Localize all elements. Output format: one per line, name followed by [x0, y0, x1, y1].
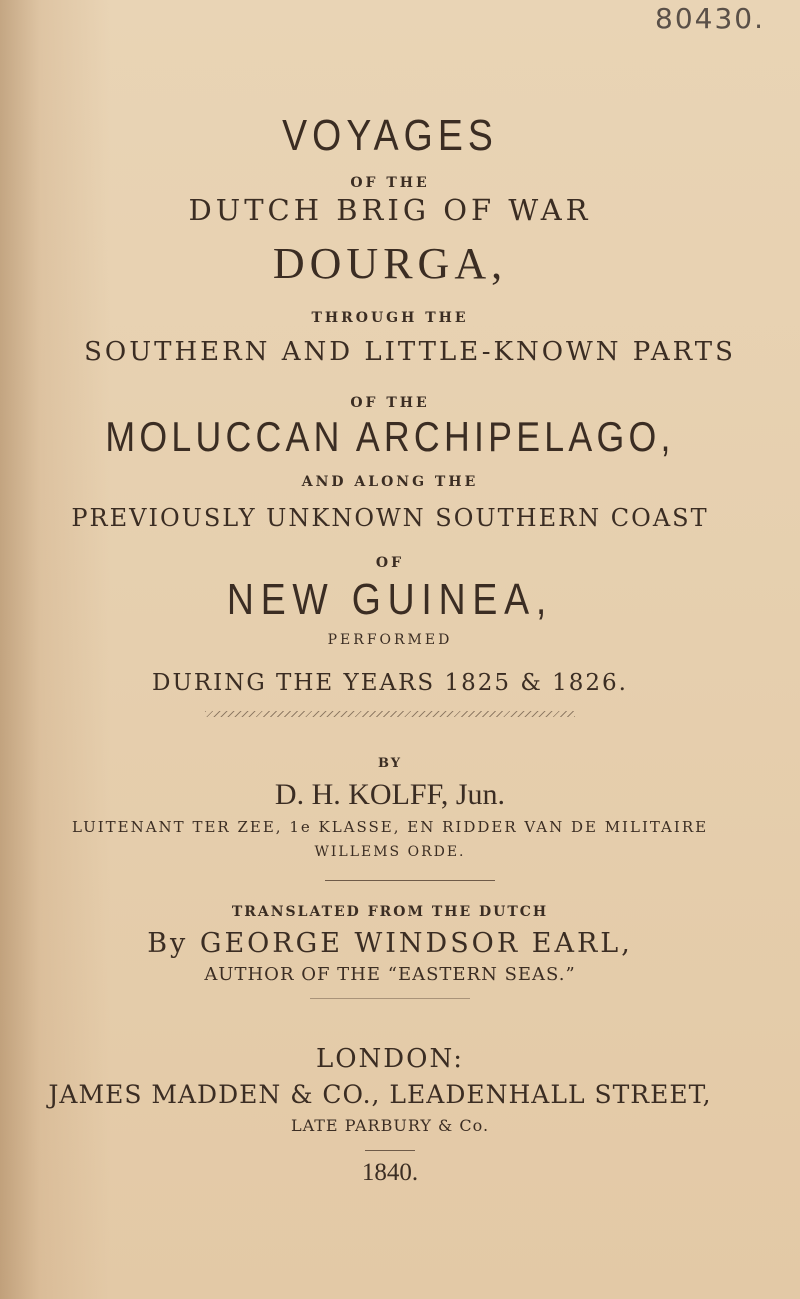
- title-dutch-brig: DUTCH BRIG OF WAR: [188, 193, 592, 227]
- imprint-late: LATE PARBURY & Co.: [290, 1116, 490, 1135]
- translator-name: By GEORGE WINDSOR EARL,: [147, 928, 633, 959]
- title-of-the: OF THE: [350, 175, 430, 191]
- title-new-guinea: NEW GUINEA,: [226, 575, 554, 624]
- divider-rule-2: [310, 998, 470, 999]
- title-moluccan: MOLUCCAN ARCHIPELAGO,: [105, 413, 675, 460]
- author-order: WILLEMS ORDE.: [314, 844, 466, 860]
- imprint-city: LONDON:: [315, 1044, 465, 1074]
- handwritten-shelfmark: 80430.: [655, 2, 765, 35]
- divider-rule-3: [365, 1150, 415, 1151]
- ornamental-rule: [205, 711, 575, 717]
- title-of: OF: [375, 555, 405, 571]
- author-name: D. H. KOLFF, Jun.: [274, 778, 506, 811]
- author-by: BY: [377, 756, 403, 771]
- title-of-the-2: OF THE: [350, 395, 430, 411]
- title-southern: SOUTHERN AND LITTLE-KNOWN PARTS: [84, 337, 736, 367]
- imprint-publisher: JAMES MADDEN & CO., LEADENHALL STREET,: [48, 1080, 712, 1109]
- title-through-the: THROUGH THE: [311, 310, 469, 326]
- title-dourga: DOURGA,: [272, 239, 508, 288]
- title-during-years: DURING THE YEARS 1825 & 1826.: [152, 670, 628, 696]
- translated-from: TRANSLATED FROM THE DUTCH: [231, 904, 549, 920]
- imprint-year: 1840.: [361, 1159, 419, 1186]
- title-previously: PREVIOUSLY UNKNOWN SOUTHERN COAST: [71, 504, 709, 532]
- author-rank: LUITENANT TER ZEE, 1e KLASSE, EN RIDDER VAN DE MILITAIRE: [71, 818, 709, 836]
- translator-credit: AUTHOR OF THE “EASTERN SEAS.”: [204, 964, 576, 985]
- title-along-the: AND ALONG THE: [301, 474, 479, 490]
- divider-rule: [325, 880, 495, 881]
- title-performed: PERFORMED: [327, 632, 453, 648]
- title-voyages: VOYAGES: [282, 111, 498, 160]
